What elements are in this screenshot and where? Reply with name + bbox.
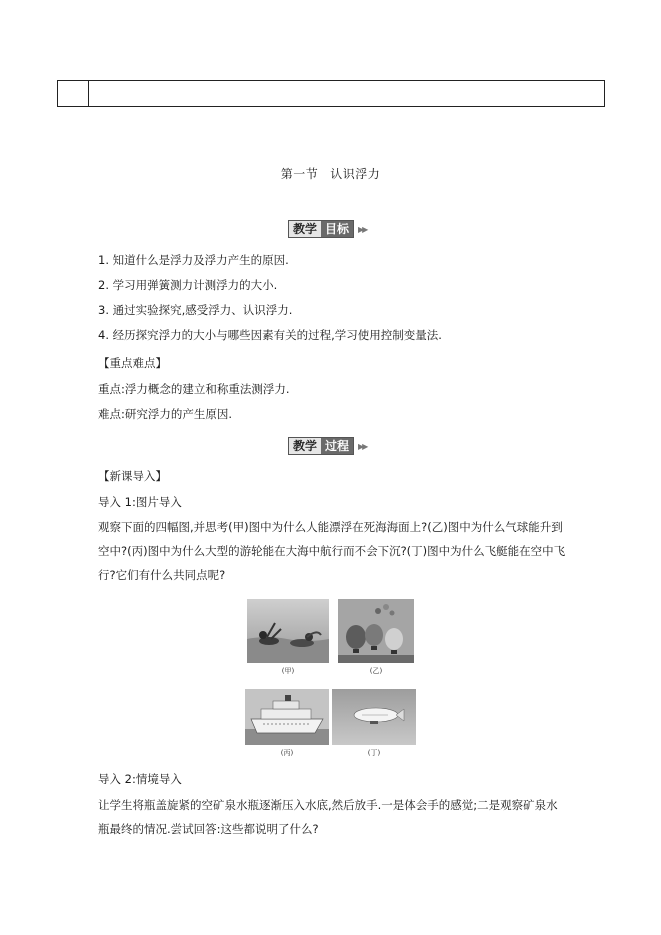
caption-jia: (甲) <box>281 667 295 675</box>
section-name: 认识浮力 <box>330 167 381 181</box>
banner-process-right: 过程 <box>321 438 353 454</box>
banner-goals-left: 教学 <box>289 221 321 237</box>
key-points-heading: 【重点难点】 <box>98 356 167 370</box>
banner-goals-right: 目标 <box>321 221 353 237</box>
header-cell-right <box>89 81 604 106</box>
intro1-title: 导入 1:图片导入 <box>98 495 182 509</box>
figure-yi-image <box>338 599 414 663</box>
section-number: 第一节 <box>280 167 319 181</box>
double-arrow-icon: ▶▶ <box>358 441 367 451</box>
caption-yi: (乙) <box>369 667 383 675</box>
header-table <box>57 80 605 107</box>
double-arrow-icon: ▶▶ <box>358 224 367 234</box>
figure-ding-image <box>332 689 416 745</box>
caption-ding: (丁) <box>367 749 381 757</box>
intro1-text: 观察下面的四幅图,并思考(甲)图中为什么人能漂浮在死海海面上?(乙)图中为什么气球能升到空中?(丙)图中为什么大型的游轮能在大海中航行而不会下沉?(丁)图中为什么飞艇能在空中飞行?它们有什么共同点呢? <box>98 520 566 582</box>
header-cell-left <box>58 81 89 106</box>
objective-2: 2. 学习用弹簧测力计测浮力的大小. <box>98 278 278 292</box>
page-title <box>0 165 661 182</box>
banner-teaching-goals <box>288 220 366 238</box>
new-lesson-heading: 【新课导入】 <box>98 469 167 483</box>
banner-teaching-process <box>288 437 366 455</box>
difficult-point: 难点:研究浮力的产生原因. <box>98 407 233 421</box>
figure-jia-image <box>247 599 329 663</box>
objective-1: 1. 知道什么是浮力及浮力产生的原因. <box>98 253 289 267</box>
banner-process-left: 教学 <box>289 438 321 454</box>
objective-4: 4. 经历探究浮力的大小与哪些因素有关的过程,学习使用控制变量法. <box>98 328 442 342</box>
objective-3: 3. 通过实验探究,感受浮力、认识浮力. <box>98 303 293 317</box>
key-point: 重点:浮力概念的建立和称重法测浮力. <box>98 382 290 396</box>
intro2-title: 导入 2:情境导入 <box>98 772 182 786</box>
figure-bing-image <box>245 689 329 745</box>
caption-bing: (丙) <box>280 749 294 757</box>
intro2-text: 让学生将瓶盖旋紧的空矿泉水瓶逐渐压入水底,然后放手.一是体会手的感觉;二是观察矿泉水瓶最终的情况.尝试回答:这些都说明了什么? <box>98 798 558 836</box>
